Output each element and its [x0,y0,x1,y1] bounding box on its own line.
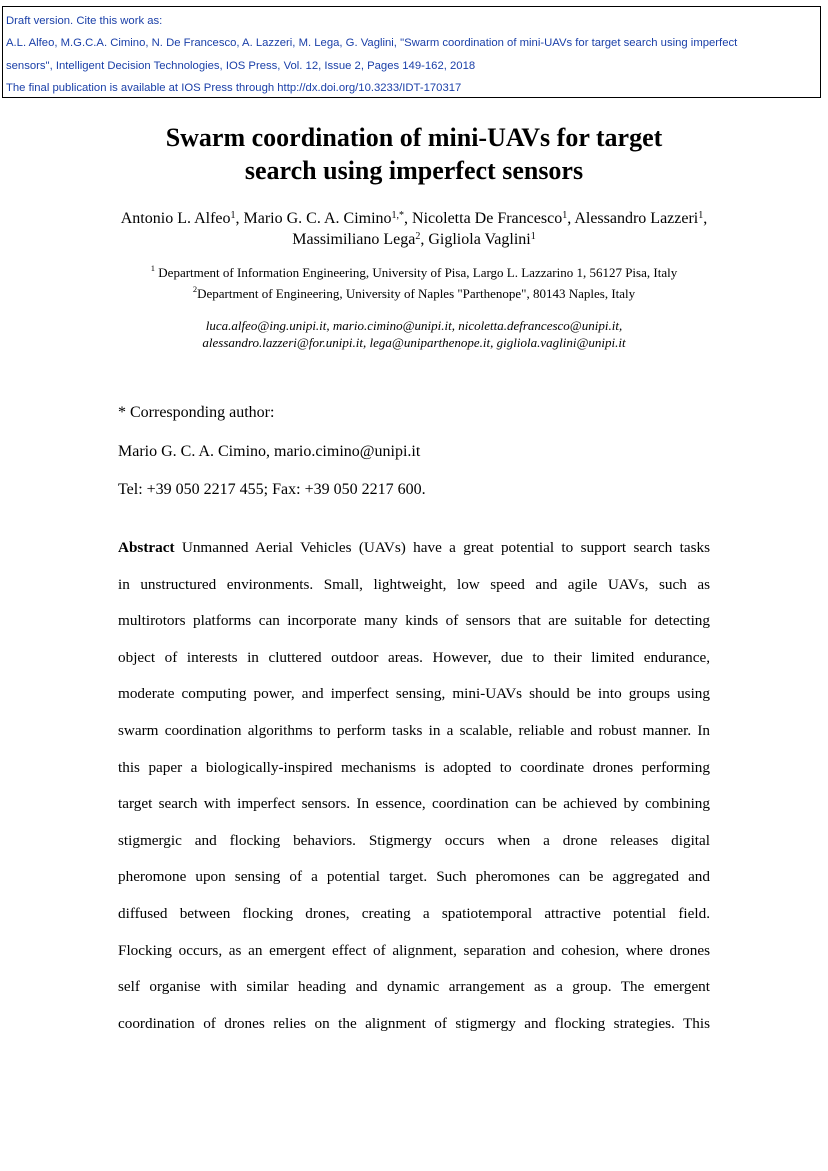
author-affil-marker: 1 [230,210,236,221]
abstract-line: target search with imperfect sensors. In essence, coordination can be achieved by combining [118,795,710,813]
affiliation-1 [0,265,828,281]
abstract-line: self organise with similar heading and dynamic arrangement as a group. The emergent [118,978,710,996]
notice-line: sensors", Intelligent Decision Technologies, IOS Press, Vol. 12, Issue 2, Pages 149-162, 2018 [6,59,476,72]
author-affil-marker: 2 [415,231,421,242]
author-name: Antonio L. Alfeo [120,210,231,227]
abstract-line: stigmergic and flocking behaviors. Stigmergy occurs when a drone releases digital [118,831,710,849]
author-name: Massimiliano Lega [292,231,416,248]
affiliation-2 [0,286,828,302]
citation-notice-box [2,6,821,98]
abstract-line: object of interests in cluttered outdoor areas. However, due to their limited endurance, [118,648,710,666]
corresponding-name: Mario G. C. A. Cimino, mario.cimino@unipi.it [118,443,421,460]
author-affil-marker: 1,* [391,210,405,221]
title-line-1: Swarm coordination of mini-UAVs for target [165,123,663,152]
email-line-1: luca.alfeo@ing.unipi.it, mario.cimino@unipi.it, nicoletta.defrancesco@unipi.it, [205,318,623,333]
author-name: Mario G. C. A. Cimino [243,210,392,227]
author-affil-marker: 1 [530,231,536,242]
abstract-line: pheromone upon sensing of a potential target. Such pheromones can be aggregated and [118,868,710,886]
notice-line: Draft version. Cite this work as: [6,15,163,27]
abstract-line: moderate computing power, and imperfect sensing, mini-UAVs should be into groups using [118,685,710,703]
author-name: Gigliola Vaglini [428,231,531,248]
abstract-heading: Abstract [118,539,175,556]
author-affil-marker: 1 [562,210,568,221]
author-name: Alessandro Lazzeri [574,210,699,227]
corresponding-label: * Corresponding author: [118,404,275,421]
abstract-line [118,530,710,567]
abstract-line: this paper a biologically-inspired mechanisms is adopted to coordinate drones performing [118,758,710,776]
affiliation-marker: 2 [192,284,198,294]
author-emails [0,317,828,351]
affiliation-text: Department of Engineering, University of Naples "Parthenope", 80143 Naples, Italy [197,286,636,301]
notice-line: A.L. Alfeo, M.G.C.A. Cimino, N. De Francesco, A. Lazzeri, M. Lega, G. Vaglini, "Swarm coordination of mini-UAVs for target search using imperfect [6,37,738,50]
notice-doi-line: The final publication is available at IOS Press through http://dx.doi.org/10.3233/IDT-170317 [6,81,462,94]
affiliation-text: Department of Information Engineering, University of Pisa, Largo L. Lazzarino 1, 56127 Pisa, Italy [158,265,678,280]
corresponding-contact: Tel: +39 050 2217 455; Fax: +39 050 2217 600. [118,481,426,498]
abstract-text: Unmanned Aerial Vehicles (UAVs) have a great potential to support search tasks [181,539,711,556]
author-list: Antonio L. Alfeo$^1$, Mario G. C. A. Cimino$^{1,*}$, Nicoletta De Francesco$^1$, Alessandro Lazzeri$^1$, Massimiliano Lega$^2$, Gigliola Vaglini$^1$ [120,210,708,248]
abstract-line: in unstructured environments. Small, lightweight, low speed and agile UAVs, such as [118,575,710,593]
abstract-section [118,530,710,1042]
author-affil-marker: 1 [698,210,704,221]
paper-title [0,121,828,187]
affiliation-marker: 1 [150,263,156,273]
email-line-2: alessandro.lazzeri@for.unipi.it, lega@uniparthenope.it, gigliola.vaglini@unipi.it [202,335,626,350]
abstract-line: Flocking occurs, as an emergent effect of alignment, separation and cohesion, where drones [118,941,710,959]
abstract-line: multirotors platforms can incorporate many kinds of sensors that are suitable for detecting [118,612,710,630]
abstract-line: diffused between flocking drones, creating a spatiotemporal attractive potential field. [118,904,710,922]
abstract-line: coordination of drones relies on the alignment of stigmergy and flocking strategies. This [118,1014,710,1032]
author-name: Nicoletta De Francesco [412,210,563,227]
abstract-line: swarm coordination algorithms to perform tasks in a scalable, reliable and robust manner. In [118,721,710,739]
title-line-2: search using imperfect sensors [244,156,584,185]
